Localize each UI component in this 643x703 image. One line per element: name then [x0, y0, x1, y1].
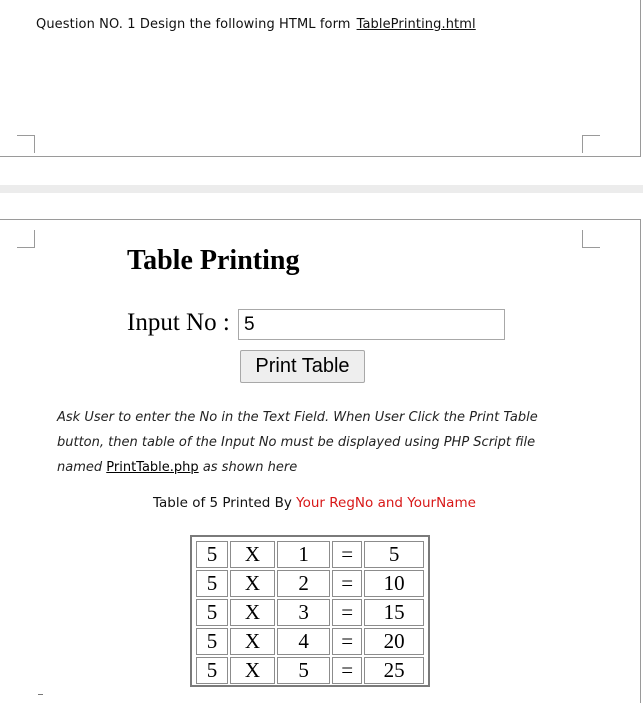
multiplicand-cell: 5 — [196, 657, 228, 684]
multiplicand-cell: 5 — [196, 599, 228, 626]
multiplier-cell: 2 — [277, 570, 330, 597]
document-page-bottom — [0, 219, 641, 703]
table-caption — [153, 495, 476, 511]
instructions-line: button, then table of the Input No must be displayed using PHP Script file — [57, 435, 536, 450]
multiplicand-cell: 5 — [196, 541, 228, 568]
equals-cell: = — [332, 599, 362, 626]
caption-highlight: Your RegNo and YourName — [296, 495, 476, 511]
page-corner-mark — [582, 135, 600, 153]
equals-cell: = — [332, 657, 362, 684]
multiplicand-cell: 5 — [196, 628, 228, 655]
number-input[interactable] — [238, 309, 505, 340]
page-corner-mark — [17, 230, 35, 248]
operator-cell: X — [230, 628, 275, 655]
question-text: Question NO. 1 Design the following HTML form — [36, 17, 351, 32]
page-separator — [0, 185, 643, 193]
question-file-name: TablePrinting.html — [356, 17, 476, 32]
instructions-line — [57, 455, 587, 480]
page-gap — [0, 157, 643, 219]
operator-cell: X — [230, 657, 275, 684]
php-file-name: PrintTable.php — [106, 460, 199, 475]
multiplier-cell: 5 — [277, 657, 330, 684]
product-cell: 10 — [364, 570, 424, 597]
product-cell: 5 — [364, 541, 424, 568]
instructions-text: named — [57, 460, 103, 475]
multiplier-cell: 1 — [277, 541, 330, 568]
multiplicand-cell: 5 — [196, 570, 228, 597]
equals-cell: = — [332, 570, 362, 597]
instructions-text: as shown here — [202, 460, 298, 475]
page-tick-mark — [38, 694, 43, 698]
form-title: Table Printing — [127, 245, 300, 276]
multiplication-table — [190, 535, 430, 687]
caption-prefix: Table of 5 Printed By — [153, 495, 292, 511]
table-row — [196, 570, 424, 597]
table-row — [196, 628, 424, 655]
product-cell: 20 — [364, 628, 424, 655]
operator-cell: X — [230, 570, 275, 597]
instructions-line: Ask User to enter the No in the Text Field. When User Click the Print Table — [57, 410, 538, 425]
table-row — [196, 599, 424, 626]
page-corner-mark — [17, 135, 35, 153]
product-cell: 15 — [364, 599, 424, 626]
input-label: Input No : — [127, 309, 230, 336]
multiplier-cell: 3 — [277, 599, 330, 626]
table-row — [196, 541, 424, 568]
operator-cell: X — [230, 599, 275, 626]
equals-cell: = — [332, 541, 362, 568]
operator-cell: X — [230, 541, 275, 568]
number-input-value: 5 — [244, 313, 255, 335]
multiplier-cell: 4 — [277, 628, 330, 655]
page-corner-mark — [582, 230, 600, 248]
table-row — [196, 657, 424, 684]
question-heading — [36, 17, 476, 32]
print-table-button[interactable]: Print Table — [240, 350, 365, 383]
equals-cell: = — [332, 628, 362, 655]
instructions — [57, 405, 587, 480]
document-page-top — [0, 0, 641, 157]
product-cell: 25 — [364, 657, 424, 684]
